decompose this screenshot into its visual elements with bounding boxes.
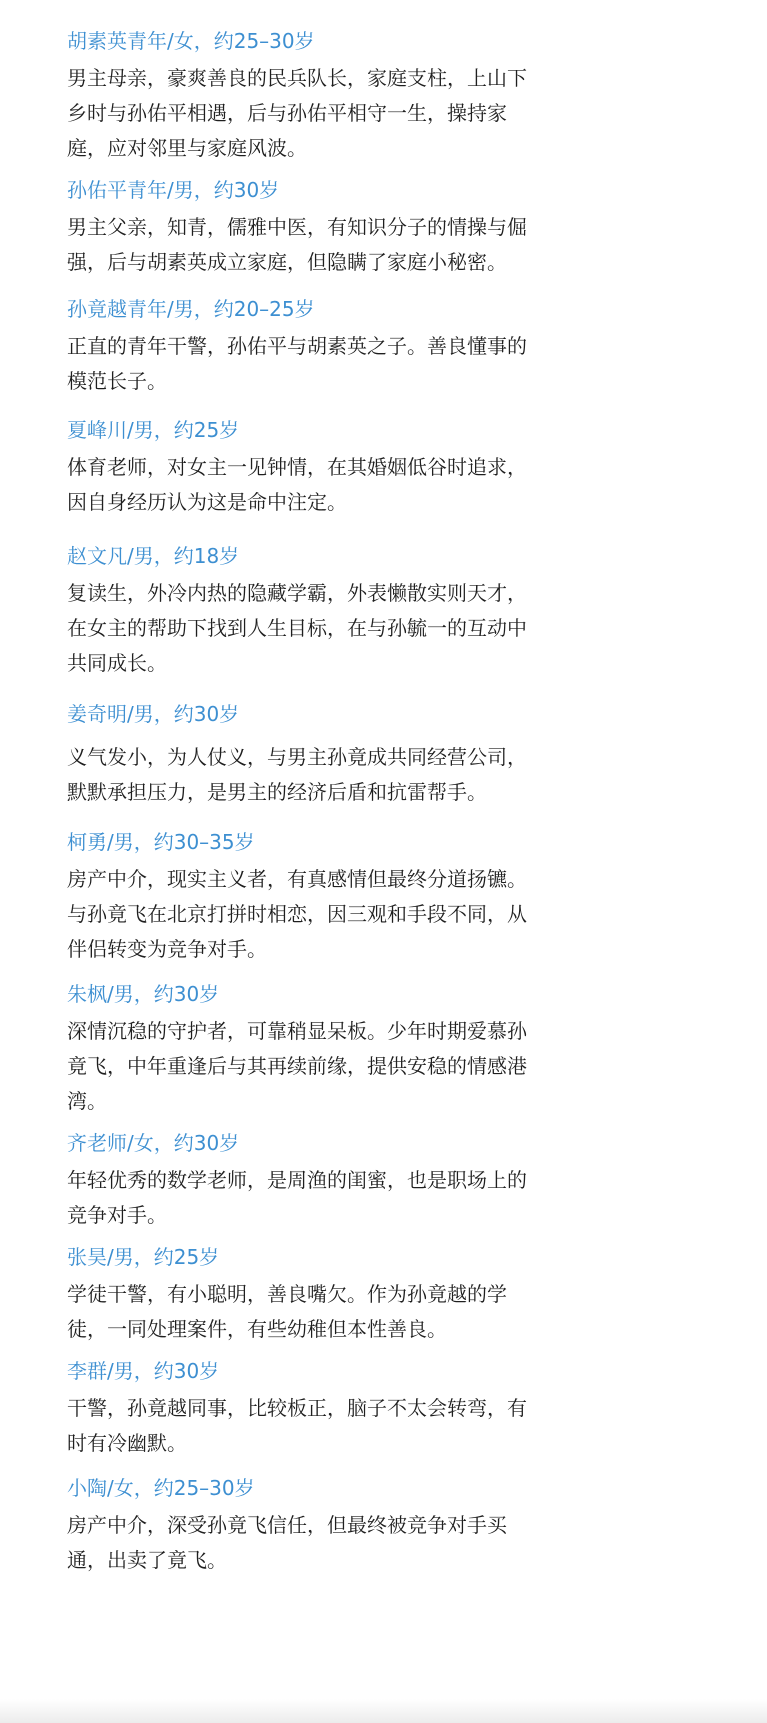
character-description: [67, 1014, 547, 1119]
character-description: [67, 740, 547, 810]
character-entry: [67, 1356, 547, 1461]
character-entry: [67, 1473, 547, 1578]
description-line: 庭，应对邻里与家庭风波。: [67, 136, 307, 160]
description-line: 在女主的帮助下找到人生目标，在与孙毓一的互动中: [67, 616, 527, 640]
character-title: 孙佑平青年/男，约30岁: [67, 178, 280, 202]
character-title: 姜奇明/男，约30岁: [67, 702, 240, 726]
character-description: [67, 1391, 547, 1461]
description-line: 乡时与孙佑平相遇，后与孙佑平相守一生，操持家: [67, 101, 507, 125]
character-entry: [67, 699, 547, 810]
description-line: 年轻优秀的数学老师，是周渔的闺蜜，也是职场上的: [67, 1168, 527, 1192]
description-line: 男主父亲，知青，儒雅中医，有知识分子的情操与倔: [67, 215, 527, 239]
description-line: 共同成长。: [67, 651, 167, 675]
character-title: 夏峰川/男，约25岁: [67, 418, 240, 442]
description-line: 体育老师，对女主一见钟情，在其婚姻低谷时追求，: [67, 455, 527, 479]
character-title: 李群/男，约30岁: [67, 1359, 220, 1383]
description-line: 义气发小，为人仗义，与男主孙竟成共同经营公司，: [67, 745, 527, 769]
character-description: [67, 576, 547, 681]
character-description: [67, 329, 547, 399]
description-line: 与孙竟飞在北京打拼时相恋，因三观和手段不同，从: [67, 902, 527, 926]
character-description: [67, 210, 547, 280]
character-description: [67, 1163, 547, 1233]
character-description: [67, 61, 547, 166]
description-line: 伴侣转变为竞争对手。: [67, 937, 267, 961]
description-line: 竟飞，中年重逢后与其再续前缘，提供安稳的情感港: [67, 1054, 527, 1078]
character-entry: [67, 26, 547, 166]
description-line: 房产中介，深受孙竟飞信任，但最终被竞争对手买: [67, 1513, 507, 1537]
character-title: 张昊/男，约25岁: [67, 1245, 220, 1269]
character-entry: [67, 541, 547, 681]
character-description: [67, 1508, 547, 1578]
description-line: 房产中介，现实主义者，有真感情但最终分道扬镳。: [67, 867, 527, 891]
description-line: 干警，孙竟越同事，比较板正，脑子不太会转弯，有: [67, 1396, 527, 1420]
description-line: 徒，一同处理案件，有些幼稚但本性善良。: [67, 1317, 447, 1341]
description-line: 时有冷幽默。: [67, 1431, 187, 1455]
description-line: 强，后与胡素英成立家庭，但隐瞒了家庭小秘密。: [67, 250, 507, 274]
character-title: 小陶/女，约25–30岁: [67, 1476, 255, 1500]
character-title: 胡素英青年/女，约25–30岁: [67, 29, 315, 53]
description-line: 通，出卖了竟飞。: [67, 1548, 227, 1572]
character-title: 孙竟越青年/男，约20–25岁: [67, 297, 315, 321]
description-line: 复读生，外冷内热的隐藏学霸，外表懒散实则天才，: [67, 581, 527, 605]
character-entry: [67, 1128, 547, 1233]
description-line: 男主母亲，豪爽善良的民兵队长，家庭支柱，上山下: [67, 66, 527, 90]
character-title: 齐老师/女，约30岁: [67, 1131, 240, 1155]
description-line: 默默承担压力，是男主的经济后盾和抗雷帮手。: [67, 780, 487, 804]
character-entry: [67, 415, 547, 520]
character-entry: [67, 1242, 547, 1347]
character-entry: [67, 979, 547, 1119]
character-entry: [67, 827, 547, 967]
description-line: 深情沉稳的守护者，可靠稍显呆板。少年时期爱慕孙: [67, 1019, 527, 1043]
character-description: [67, 450, 547, 520]
description-line: 因自身经历认为这是命中注定。: [67, 490, 347, 514]
description-line: 正直的青年干警，孙佑平与胡素英之子。善良懂事的: [67, 334, 527, 358]
description-line: 模范长子。: [67, 369, 167, 393]
character-description: [67, 1277, 547, 1347]
character-entry: [67, 294, 547, 399]
character-title: 赵文凡/男，约18岁: [67, 544, 240, 568]
character-entry: [67, 175, 547, 280]
bottom-fade: [0, 1699, 767, 1723]
description-line: 竞争对手。: [67, 1203, 167, 1227]
character-description: [67, 862, 547, 967]
character-title: 柯勇/男，约30–35岁: [67, 830, 255, 854]
description-line: 湾。: [67, 1089, 107, 1113]
character-title: 朱枫/男，约30岁: [67, 982, 220, 1006]
description-line: 学徒干警，有小聪明，善良嘴欠。作为孙竟越的学: [67, 1282, 507, 1306]
